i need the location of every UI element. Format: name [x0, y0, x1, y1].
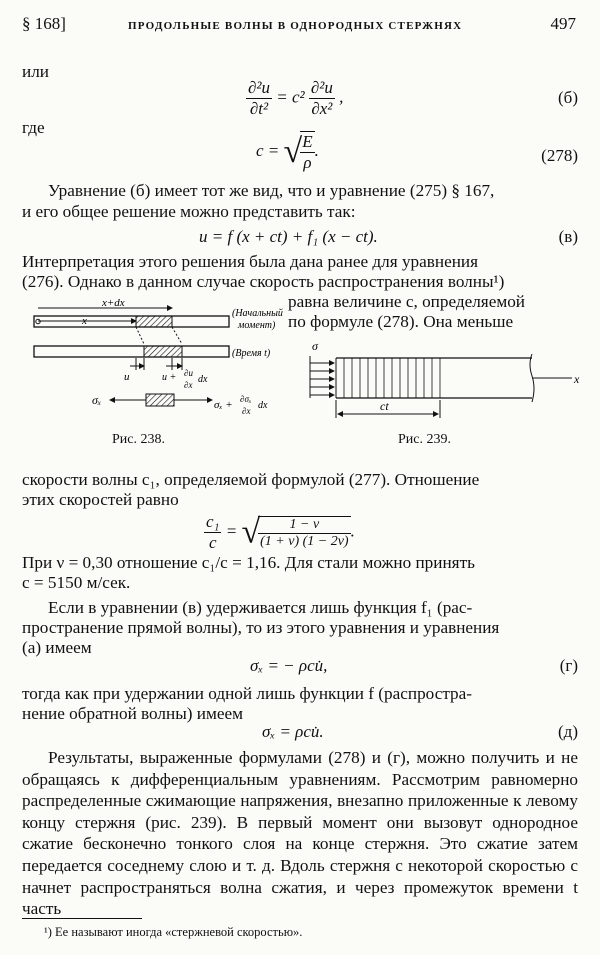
stress-element [146, 394, 174, 406]
paragraph-5-line-1: Если в уравнении (в) удерживается лишь функция f₁ (рас- [48, 598, 473, 617]
equation-v-label: (в) [558, 227, 578, 246]
element-time-t [144, 346, 182, 357]
paragraph-4-line-2: c = 5150 м/сек. [22, 573, 131, 592]
equation-278: c = √ $\frac{E}{\rho}$ . [256, 132, 319, 172]
figure-238-caption: Рис. 238. [112, 432, 165, 447]
svg-text:x: x [574, 372, 580, 386]
equation-b: $\frac{\text{∂²u}}{\text{∂t²}}$ = c² $\frac{\text{∂²u}}{\text{∂x²}}$ , [248, 78, 344, 118]
paragraph-4-line-1: При ν = 0,30 отношение c₁/c = 1,16. Для стали можно принять [22, 553, 475, 572]
paragraph-2-line-1: Интерпретация этого решения была дана ранее для уравнения [22, 252, 479, 271]
svg-text:момент): момент) [238, 320, 276, 331]
paragraph-6-line-1: тогда как при удержании одной лишь функции f (распростра- [22, 684, 472, 703]
footnote: ¹) Ее называют иногда «стержневой скоростью». [44, 925, 303, 939]
stress-arrows [310, 356, 334, 398]
section-number: § 168] [22, 14, 66, 33]
svg-text:ct: ct [380, 399, 389, 413]
svg-text:u +: u + [162, 372, 177, 383]
svg-text:σ: σ [312, 339, 318, 353]
equation-v: u = f (x + ct) + f₁ (x − ct). [199, 227, 378, 246]
svg-text:∂x: ∂x [242, 406, 251, 416]
equation-g: σₓ = − ρcu̇, [250, 656, 328, 675]
figure-239-caption: Рис. 239. [398, 432, 451, 447]
paragraph-2-line-4: по формуле (278). Она меньше [288, 312, 514, 331]
svg-text:σₓ: σₓ [92, 393, 102, 407]
paragraph-1-line-1: Уравнение (б) имеет тот же вид, что и уравнение (275) § 167, [48, 181, 495, 200]
equation-d: σₓ = ρcu̇. [262, 722, 324, 741]
paragraph-3-line-1: скорости волны c₁, определяемой формулой (277). Отношение [22, 470, 480, 489]
paragraph-1-line-2: и его общее решение можно представить так: [22, 202, 356, 221]
figure-239 [300, 336, 590, 428]
equation-ratio: $\frac{\text{c₁}}{c}$ = √ $\frac{1 - \nu}{(1 + \nu) (1 - 2\nu)}$ . [206, 512, 355, 552]
svg-text:∂u: ∂u [184, 368, 193, 378]
svg-text:(Время t): (Время t) [232, 348, 271, 359]
svg-text:(Начальный: (Начальный [232, 308, 283, 319]
paragraph-2-line-3: равна величине c, определяемой [288, 292, 526, 311]
footnote-rule [22, 918, 142, 919]
paragraph-5-line-3: (а) имеем [22, 638, 92, 657]
equation-d-label: (д) [558, 722, 578, 741]
word-gde: где [22, 118, 45, 137]
svg-text:∂x: ∂x [184, 380, 193, 390]
equation-b-label: (б) [558, 88, 578, 107]
paragraph-7: Результаты, выраженные формулами (278) и (г), можно получить и не обращаясь к дифференциальным уравнениям. Рассмотрим равномерно распределенные сжимающие напряжения, внезапно приложенные к левому концу стержня (рис. 239). В первый момент они вызовут однородное сжатие бесконечно тонкого слоя на конце стержня. Это сжатие затем передается соседнему слою и т. д. Вдоль стержня с некоторой скоростью c начнет распространяться волна сжатия, и через промежуток времени t часть [22, 748, 578, 919]
paragraph-2-line-2: (276). Однако в данном случае скорость распространения волны¹) [22, 272, 505, 291]
equation-g-label: (г) [559, 656, 578, 675]
svg-text:x+dx: x+dx [102, 297, 125, 309]
element-initial [136, 316, 172, 327]
svg-text:dx: dx [258, 400, 268, 411]
svg-text:σₓ +: σₓ + [214, 399, 233, 411]
running-title: ПРОДОЛЬНЫЕ ВОЛНЫ В ОДНОРОДНЫХ СТЕРЖНЯХ [128, 20, 463, 32]
bar-time-t [34, 346, 229, 357]
paragraph-5-line-2: пространение прямой волны), то из этого уравнения и уравнения [22, 618, 500, 637]
figure-238 [22, 296, 292, 446]
svg-text:u: u [124, 371, 130, 383]
word-ili: или [22, 62, 49, 81]
svg-text:x: x [82, 315, 87, 327]
paragraph-6-line-2: нение обратной волны) имеем [22, 704, 243, 723]
paragraph-3-line-2: этих скоростей равно [22, 490, 179, 509]
page-number: 497 [550, 14, 576, 33]
equation-278-label: (278) [541, 146, 578, 165]
svg-text:dx: dx [198, 374, 208, 385]
svg-text:∂σₓ: ∂σₓ [240, 394, 252, 404]
compressed-zone [344, 358, 440, 398]
